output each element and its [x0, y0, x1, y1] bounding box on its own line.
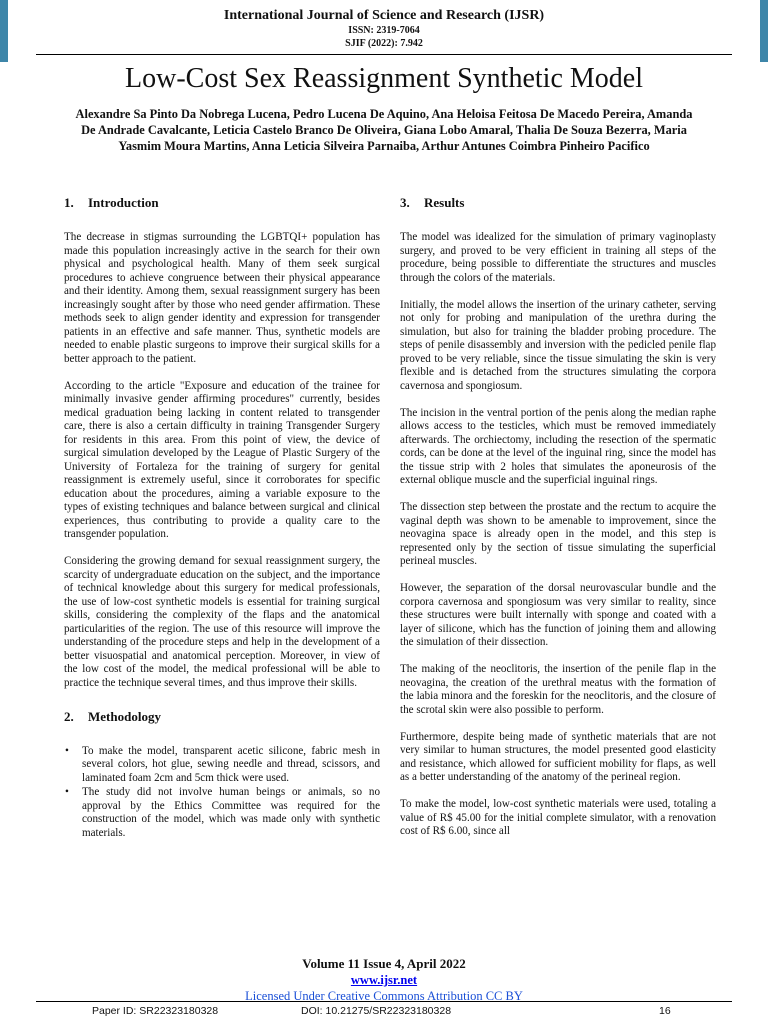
methodology-heading	[64, 708, 380, 726]
page-number: 16	[659, 1005, 671, 1017]
results-paragraph: The dissection step between the prostate and the rectum to acquire the vaginal depth was shown to be amenable to improvement, since the neovagina space is already open in the model, and this step is represented only by the section of tissue simulating the superficial perineal muscles.	[400, 501, 716, 567]
results-paragraph: Initially, the model allows the insertion of the urinary catheter, serving not only for probing and manipulation of the urethra during the simulation, but also for training the bladder probing procedure. The steps of penile disassembly and inversion with the pedicled penile flap proved to be very reliable, since the tissue simulating the skin is very flexible and is detached from the structures simulating the corpora cavernosa and spongiosum.	[400, 298, 716, 392]
list-item	[64, 745, 380, 786]
results-paragraph: Furthermore, despite being made of synthetic materials that are not very similar to human structures, the model presented good elasticity and resistance, which allowed for sufficient mobility for flaps, as well as a better understanding of the anatomy of the perineal region.	[400, 730, 716, 783]
results-paragraph: The model was idealized for the simulation of primary vaginoplasty surgery, and proved to be very efficient in training all steps of the procedure, being possible to differentiate the structures and muscles through the colors of the materials.	[400, 231, 716, 284]
list-item-text: To make the model, transparent acetic silicone, fabric mesh in several colors, hot glue, sewing needle and thread, scissors, and laminated foam 2cm and 5cm thick were used.	[82, 744, 380, 784]
results-paragraph: The incision in the ventral portion of the penis along the median raphe allows access to the testicles, which must be removed immediately afterwards. The orchiectomy, including the resection of the spermatic cords, can be done at the level of the inguinal ring, since the model has the tissue strip with 2 holes that simulates the aponeurosis of the external oblique muscle and the superficial inguinal rings.	[400, 406, 716, 486]
author-list: Alexandre Sa Pinto Da Nobrega Lucena, Pedro Lucena De Aquino, Ana Heloisa Feitosa De Macedo Pereira, Amanda De Andrade Cavalcante, Leticia Castelo Branco De Oliveira, Giana Lobo Amaral, Thalia De Souza Bezerra, Maria Yasmim Moura Martins, Anna Leticia Silveira Parnaiba, Arthur Antunes Coimbra Pinheiro Pacifico	[75, 107, 693, 153]
footer-divider	[36, 1001, 732, 1002]
license-link[interactable]: Licensed Under Creative Commons Attribution CC BY	[245, 989, 523, 1003]
results-paragraph: However, the separation of the dorsal neurovascular bundle and the corpora cavernosa and spongiosum was very similar to reality, since these structures were built internally with sponge and coated with a layer of silicone, which has the function of joining them and allowing the simulation of their dissection.	[400, 582, 716, 648]
right-column	[400, 194, 716, 852]
paper-title: Low-Cost Sex Reassignment Synthetic Model	[125, 63, 643, 94]
results-heading	[400, 194, 716, 212]
intro-paragraph: The decrease in stigmas surrounding the LGBTQI+ population has made this population increasingly active in the search for their own physical and psychological health. Many of them seek surgical procedures to achieve congruence between their physical appearance and their identity. Among them, sexual reassignment surgery has been increasingly sought after by those who need gender affirmation. These methods seek to align gender identity and expression for transgender patients in an effective and safe manner. Thus, synthetic models are needed to enable plastic surgeons to improve their surgical skills for a better approach to the patient.	[64, 231, 380, 365]
journal-issn: ISSN: 2319-7064	[348, 25, 420, 36]
section-number: 3.	[400, 195, 410, 210]
methodology-list	[64, 745, 380, 841]
journal-header	[0, 8, 768, 50]
list-item	[64, 786, 380, 840]
intro-paragraph: Considering the growing demand for sexual reassignment surgery, the scarcity of undergraduate education on the subject, and the importance of technical knowledge about this surgery for medical professionals, the use of low-cost synthetic models is essential for training surgical skills, considering the complexity of the flaps and the anatomical particularities of the region. The use of this resource will improve the understanding of the procedure steps and help in the development of a better visuospatial and anatomical perception. Moreover, in view of the low cost of the model, the medical professional will be able to practice the technique several times, and thus improve their skills.	[64, 555, 380, 689]
journal-name: International Journal of Science and Research (IJSR)	[223, 8, 545, 23]
section-title: Methodology	[88, 708, 161, 724]
doi: DOI: 10.21275/SR22323180328	[301, 1005, 452, 1017]
paper-id: Paper ID: SR22323180328	[92, 1005, 219, 1017]
section-title: Results	[424, 195, 465, 210]
bullet-icon: •	[65, 786, 69, 798]
intro-paragraph: According to the article "Exposure and education of the trainee for minimally invasive gender affirming procedures" currently, besides medical graduation being lacking in content related to transgender care, there is also a certain difficulty in training Transgender Surgery for residents in this area. From this point of view, the device of surgical simulation developed by the League of Plastic Surgery of the University of Fortaleza for the training of surgery for genital reassignment is extremely useful, since it corroborates for specific education about the procedures, aiming a variable exposure to the types of existing techniques and balance between surgical and clinical experiences, thus contributing to provide a quality care to the transgender population.	[64, 379, 380, 540]
section-title: Introduction	[88, 195, 159, 210]
page-footer	[0, 956, 768, 1004]
section-number: 1.	[64, 195, 74, 210]
left-column	[64, 194, 380, 841]
introduction-heading	[64, 194, 380, 212]
journal-sjif: SJIF (2022): 7.942	[345, 38, 423, 49]
results-paragraph: To make the model, low-cost synthetic materials were used, totaling a value of R$ 45.00 for the initial complete simulator, with a renovation cost of R$ 6.00, since all	[400, 798, 716, 837]
bullet-icon: •	[65, 744, 69, 757]
website-link[interactable]: www.ijsr.net	[350, 973, 418, 987]
section-number: 2.	[64, 708, 74, 724]
header-divider	[36, 54, 732, 55]
list-item-text: The study did not involve human beings or animals, so no approval by the Ethics Committee was required for the construction of the model, which was made only with synthetic materials.	[82, 786, 380, 839]
volume-info: Volume 11 Issue 4, April 2022	[302, 956, 466, 971]
results-paragraph: The making of the neoclitoris, the insertion of the penile flap in the neovagina, the creation of the urethral meatus with the formation of the labia minora and the foreskin for the neoclitoris, and the closure of the scrotal skin were also possible to perform.	[400, 663, 716, 716]
